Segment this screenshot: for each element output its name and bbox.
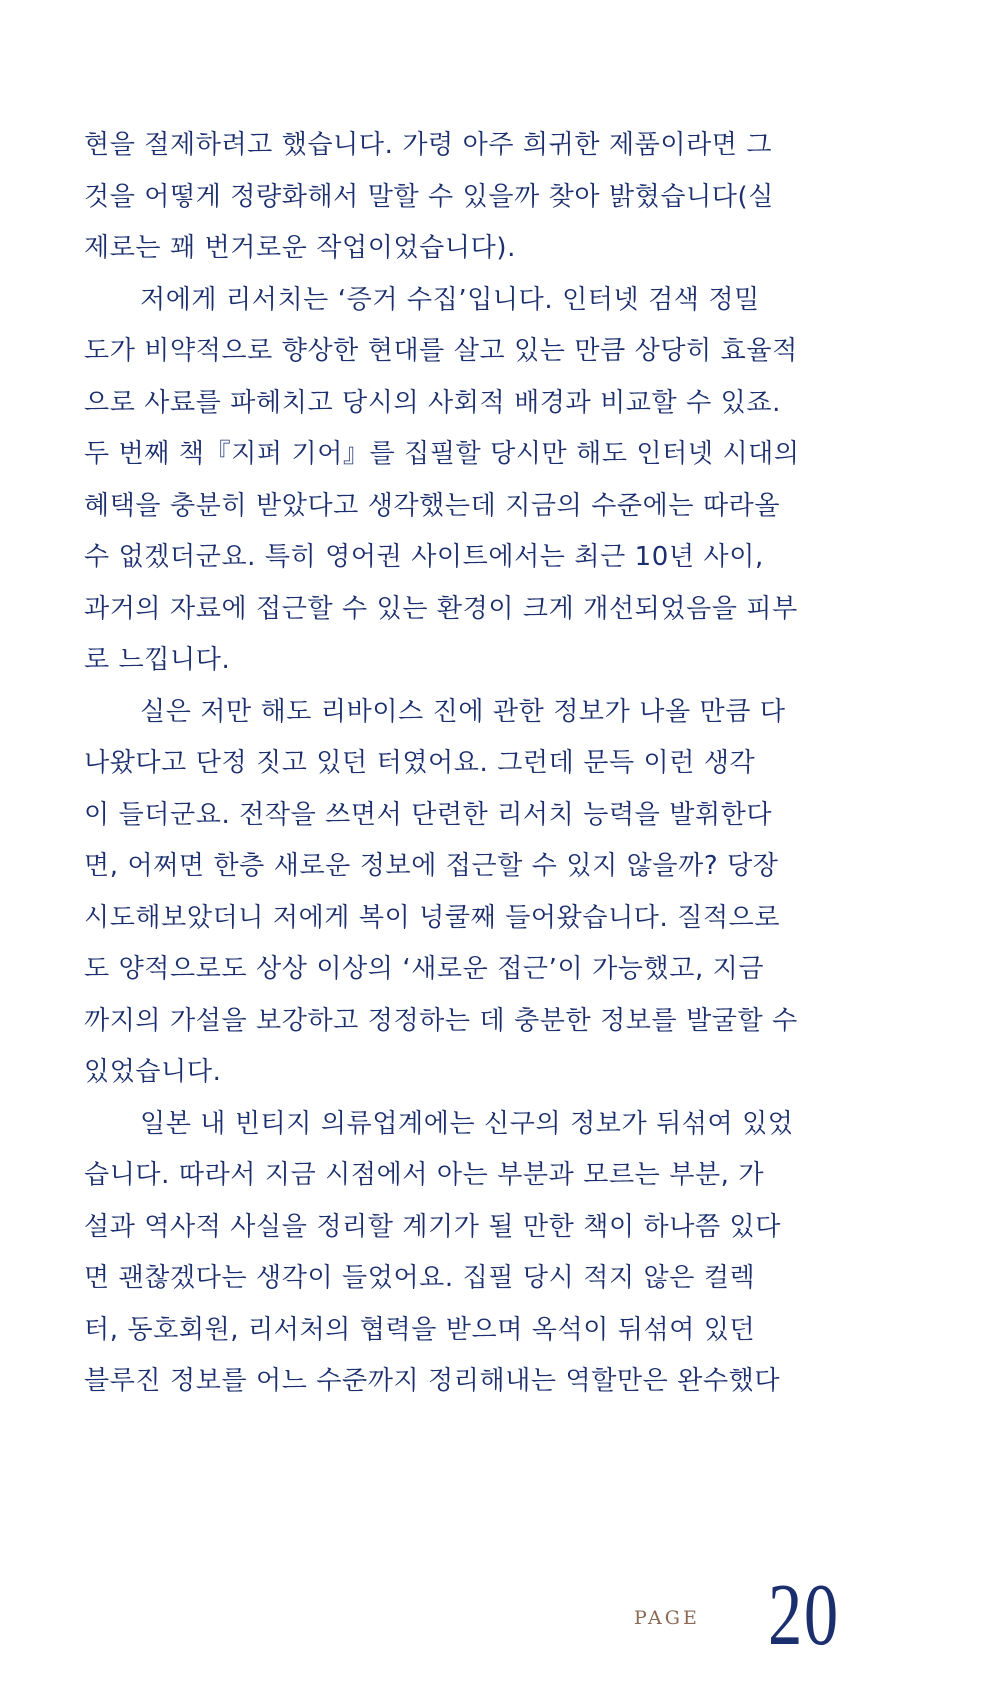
text-line: 제로는 꽤 번거로운 작업이었습니다).	[84, 233, 516, 263]
page-number: 20	[768, 1567, 840, 1664]
text-line: 수 없겠더군요. 특히 영어권 사이트에서는 최근 10년 사이,	[84, 542, 764, 572]
paragraph-first-line: 실은 저만 해도 리바이스 진에 관한 정보가 나올 만큼 다	[140, 696, 786, 727]
text-line: 면, 어쩌면 한층 새로운 정보에 접근할 수 있지 않을까? 당장	[84, 851, 779, 881]
text-line: 있었습니다.	[84, 1057, 222, 1087]
text-line: 블루진 정보를 어느 수준까지 정리해내는 역할만은 완수했다	[84, 1366, 781, 1396]
text-line: 것을 어떻게 정량화해서 말할 수 있을까 찾아 밝혔습니다(실	[84, 181, 774, 212]
text-line: 시도해보았더니 저에게 복이 넝쿨째 들어왔습니다. 질적으로	[84, 902, 781, 933]
text-line: 이 들더군요. 전작을 쓰면서 단련한 리서치 능력을 발휘한다	[84, 799, 773, 830]
text-line: 도가 비약적으로 향상한 현대를 살고 있는 만큼 상당히 효율적	[84, 336, 798, 366]
text-line: 으로 사료를 파헤치고 당시의 사회적 배경과 비교할 수 있죠.	[84, 387, 781, 418]
text-line: 과거의 자료에 접근할 수 있는 환경이 크게 개선되었음을 피부	[84, 593, 798, 624]
text-line: 설과 역사적 사실을 정리할 계기가 될 만한 책이 하나쯤 있다	[84, 1211, 781, 1242]
text-line: 습니다. 따라서 지금 시점에서 아는 부분과 모르는 부분, 가	[84, 1160, 765, 1190]
text-line: 까지의 가설을 보강하고 정정하는 데 충분한 정보를 발굴할 수	[84, 1005, 798, 1036]
text-line: 혜택을 충분히 받았다고 생각했는데 지금의 수준에는 따라올	[84, 490, 781, 521]
text-line: 로 느낍니다.	[84, 645, 231, 675]
paragraph-first-line: 저에게 리서치는 ‘증거 수집’입니다. 인터넷 검색 정밀	[140, 284, 760, 315]
text-line: 두 번째 책『지퍼 기어』를 집필할 당시만 해도 인터넷 시대의	[84, 439, 800, 469]
text-line: 현을 절제하려고 했습니다. 가령 아주 희귀한 제품이라면 그	[84, 130, 773, 160]
page-label: PAGE	[634, 1607, 700, 1629]
text-line: 면 괜찮겠다는 생각이 들었어요. 집필 당시 적지 않은 컬렉	[84, 1263, 756, 1293]
body-text	[84, 120, 874, 1408]
text-line: 터, 동호회원, 리서처의 협력을 받으며 옥석이 뒤섞여 있던	[84, 1314, 756, 1345]
text-line: 도 양적으로도 상상 이상의 ‘새로운 접근’이 가능했고, 지금	[84, 954, 765, 984]
text-line: 나왔다고 단정 짓고 있던 터였어요. 그런데 문득 이런 생각	[84, 748, 756, 778]
paragraph-first-line: 일본 내 빈티지 의류업계에는 신구의 정보가 뒤섞여 있었	[140, 1108, 794, 1139]
